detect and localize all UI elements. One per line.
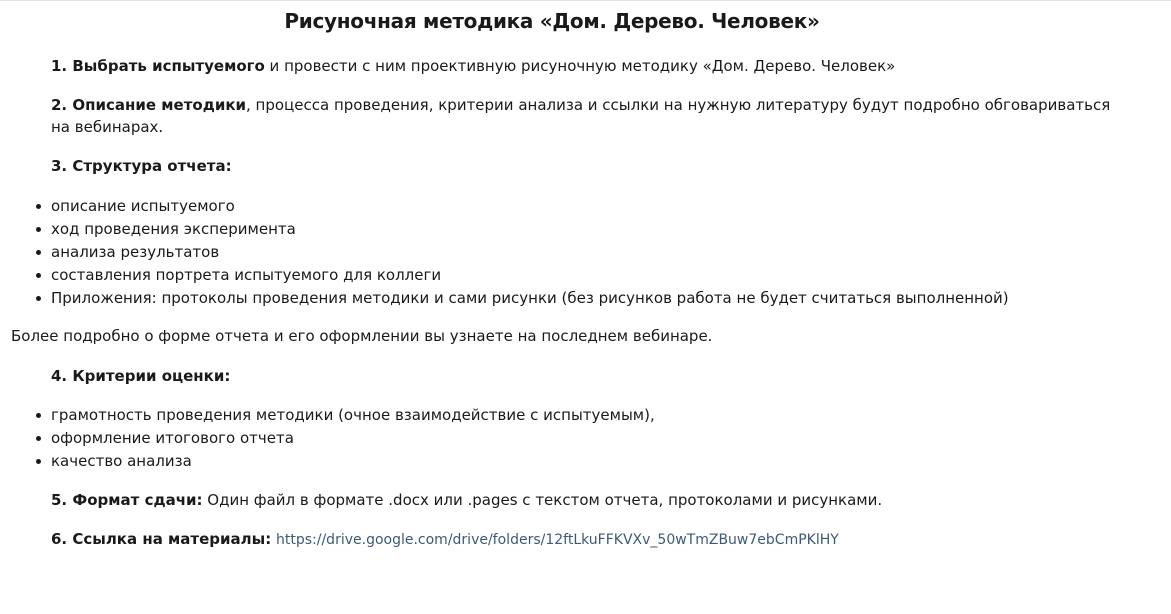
list-item: качество анализа xyxy=(0,450,655,473)
list-item: описание испытуемого xyxy=(0,195,1009,218)
section-5-heading: 5. Формат сдачи: xyxy=(51,491,203,509)
section-1-text: и провести с ним проективную рисуночную методику «Дом. Дерево. Человек» xyxy=(264,57,896,75)
list-item: анализа результатов xyxy=(0,241,1009,264)
list-item: оформление итогового отчета xyxy=(0,427,655,450)
report-structure-list xyxy=(0,195,1009,310)
section-5 xyxy=(51,489,1111,511)
top-divider xyxy=(0,0,1171,1)
list-item: Приложения: протоколы проведения методики и сами рисунки (без рисунков работа не будет считаться выполненной) xyxy=(0,287,1009,310)
section-3-heading: 3. Структура отчета: xyxy=(51,157,232,175)
list-item: грамотность проведения методики (очное взаимодействие с испытуемым), xyxy=(0,404,655,427)
section-4-heading: 4. Критерии оценки: xyxy=(51,367,231,385)
section-6 xyxy=(51,528,1111,551)
section-5-text: Один файл в формате .docx или .pages с текстом отчета, протоколами и рисунками. xyxy=(202,491,883,509)
list-item: составления портрета испытуемого для коллеги xyxy=(0,264,1009,287)
criteria-list xyxy=(0,404,655,473)
page-title: Рисуночная методика «Дом. Дерево. Человек» xyxy=(284,9,820,33)
materials-link[interactable]: https://drive.google.com/drive/folders/12ftLkuFFKVXv_50wTmZBuw7ebCmPKlHY xyxy=(276,532,839,548)
section-1-heading: 1. Выбрать испытуемого xyxy=(51,57,265,75)
section-6-heading: 6. Ссылка на материалы: xyxy=(51,530,272,548)
report-note: Более подробно о форме отчета и его оформлении вы узнаете на последнем вебинаре. xyxy=(11,327,713,345)
section-2-heading: 2. Описание методики xyxy=(51,96,247,114)
section-2 xyxy=(51,94,1111,138)
list-item: ход проведения эксперимента xyxy=(0,218,1009,241)
section-1 xyxy=(51,55,1111,77)
section-2-text: , процесса проведения, критерии анализа и ссылки на нужную литературу будут подробно обговариваться на вебинарах. xyxy=(51,96,1111,136)
